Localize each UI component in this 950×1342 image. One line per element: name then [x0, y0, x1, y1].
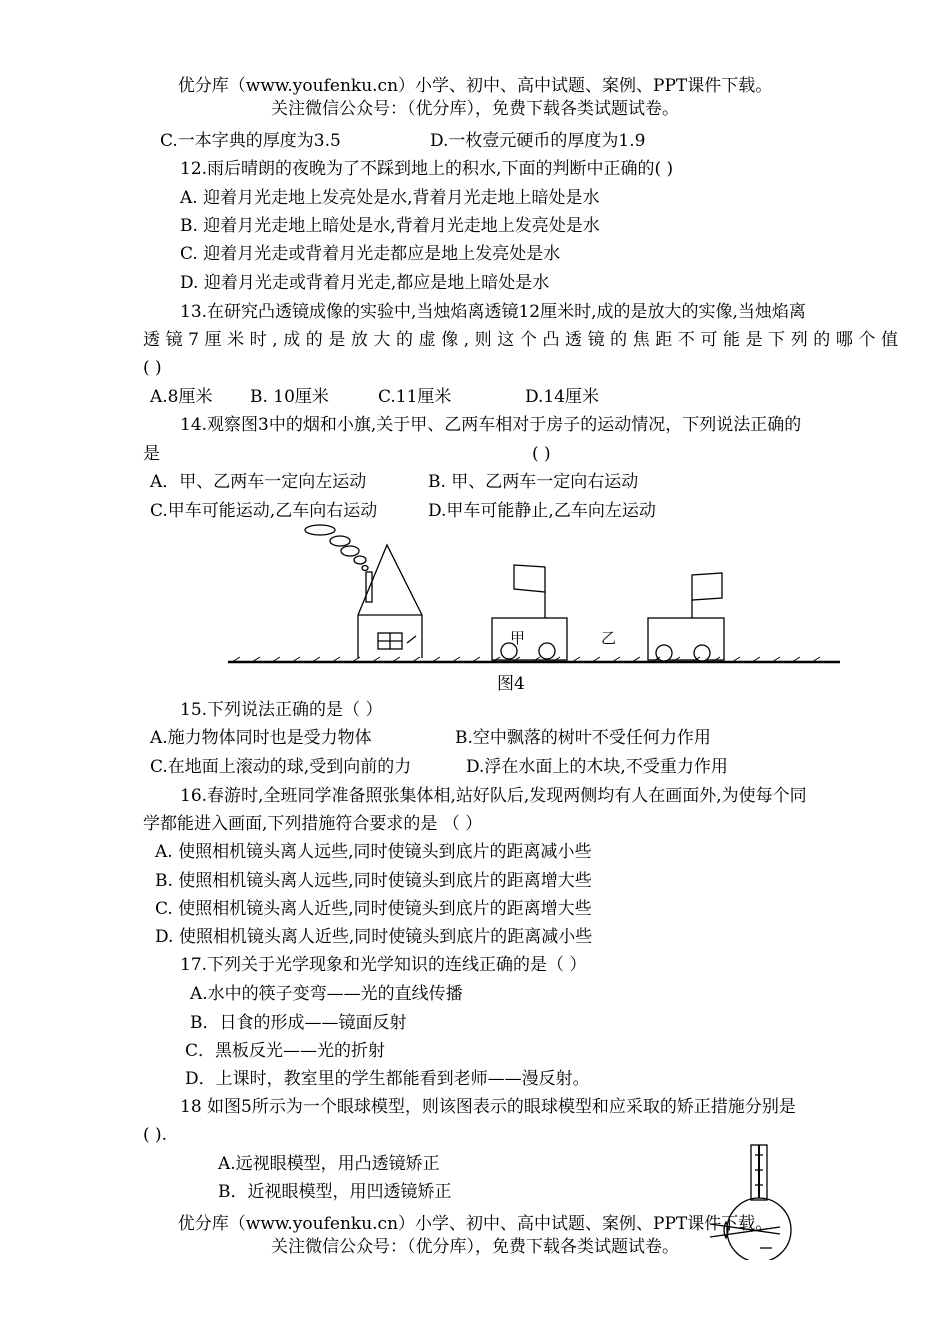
q17-option-c: C．黑板反光——光的折射 — [185, 1041, 386, 1061]
q17-stem: 17.下列关于光学现象和光学知识的连线正确的是（ ） — [180, 955, 587, 975]
smoke-puff — [341, 546, 359, 556]
q18-stem-line-1: 18 如图5所示为一个眼球模型，则该图表示的眼球模型和应采取的矫正措施分别是 — [180, 1097, 796, 1117]
house-icon — [358, 545, 422, 658]
q15-option-c: C.在地面上滚动的球,受到向前的力 — [150, 757, 412, 777]
q12-option-c: C. 迎着月光走或背着月光走都应是地上发亮处是水 — [180, 244, 561, 264]
car-yi-icon — [648, 573, 724, 661]
q14-answer-paren: ( ) — [532, 444, 551, 464]
q14-stem-line-2: 是 — [143, 444, 160, 464]
q11-option-d: D.一枚壹元硬币的厚度为1.9 — [430, 131, 646, 151]
q14-option-b: B. 甲、乙两车一定向右运动 — [428, 472, 639, 492]
smoke-puff — [362, 566, 368, 571]
smoke-puff — [330, 536, 350, 546]
q13-stem-line-1: 13.在研究凸透镜成像的实验中,当烛焰离透镜12厘米时,成的是放大的实像,当烛焰离 — [180, 302, 806, 322]
q14-option-a: A．甲、乙两车一定向左运动 — [150, 472, 367, 492]
q14-option-c: C.甲车可能运动,乙车向右运动 — [150, 501, 378, 521]
q16-stem-line-1: 16.春游时,全班同学准备照张集体相,站好队后,发现两侧均有人在画面外,为使每个同 — [180, 786, 807, 806]
car-jia-icon — [492, 565, 567, 660]
q13-option-d: D.14厘米 — [525, 387, 600, 407]
q15-option-a: A.施力物体同时也是受力物体 — [150, 728, 372, 748]
q16-option-a: A. 使照相机镜头离人远些,同时使镜头到底片的距离减小些 — [155, 842, 592, 862]
header-line-2: 关注微信公众号：（优分库），免费下载各类试题试卷。 — [271, 99, 679, 119]
q15-stem: 15.下列说法正确的是（ ） — [180, 700, 383, 720]
q13-option-b: B. 10厘米 — [250, 387, 329, 407]
q17-option-d: D．上课时，教室里的学生都能看到老师——漫反射。 — [185, 1069, 590, 1089]
figure-4-caption: 图4 — [497, 674, 525, 694]
q18-option-a: A.远视眼模型，用凸透镜矫正 — [218, 1154, 440, 1174]
footer-line-1: 优分库（www.youfenku.cn）小学、初中、高中试题、案例、PPT课件下载。 — [177, 1214, 773, 1234]
q13-stem-line-3: ( ) — [143, 358, 162, 378]
q12-option-b: B. 迎着月光走地上暗处是水,背着月光走地上发亮处是水 — [180, 216, 600, 236]
header-line-1: 优分库（www.youfenku.cn）小学、初中、高中试题、案例、PPT课件下载。 — [177, 76, 773, 96]
q15-option-b: B.空中飘落的树叶不受任何力作用 — [455, 728, 711, 748]
q15-option-d: D.浮在水面上的木块,不受重力作用 — [466, 757, 728, 777]
q14-option-d: D.甲车可能静止,乙车向左运动 — [428, 501, 656, 521]
q13-option-c: C.11厘米 — [378, 387, 452, 407]
footer-line-2: 关注微信公众号：（优分库），免费下载各类试题试卷。 — [271, 1237, 679, 1257]
q16-option-b: B. 使照相机镜头离人远些,同时使镜头到底片的距离增大些 — [155, 871, 592, 891]
q12-option-a: A. 迎着月光走地上发亮处是水,背着月光走地上暗处是水 — [180, 188, 600, 208]
q13-option-a: A.8厘米 — [150, 387, 213, 407]
q16-option-c: C. 使照相机镜头离人近些,同时使镜头到底片的距离增大些 — [155, 899, 592, 919]
figure-label-jia: 甲 — [510, 629, 526, 647]
q17-option-a: A.水中的筷子变弯——光的直线传播 — [190, 984, 463, 1004]
smoke-puff — [354, 556, 366, 564]
q18-stem-line-2: ( ). — [143, 1125, 168, 1145]
q17-option-b: B．日食的形成——镜面反射 — [190, 1013, 407, 1033]
q12-stem: 12.雨后晴朗的夜晚为了不踩到地上的积水,下面的判断中正确的( ) — [180, 159, 674, 179]
q14-stem-line-1: 14.观察图3中的烟和小旗,关于甲、乙两车相对于房子的运动情况，下列说法正确的 — [180, 415, 802, 435]
figure-4-illustration — [0, 520, 950, 670]
q18-option-b: B．近视眼模型，用凹透镜矫正 — [218, 1182, 452, 1202]
q16-option-d: D. 使照相机镜头离人近些,同时使镜头到底片的距离减小些 — [155, 927, 593, 947]
figure-label-yi: 乙 — [601, 629, 617, 647]
q16-stem-line-2: 学都能进入画面,下列措施符合要求的是 （ ） — [143, 814, 483, 834]
q13-stem-line-2: 透镜7厘米时,成的是放大的虚像,则这个凸透镜的焦距不可能是下列的哪个值 — [143, 330, 898, 350]
q11-option-c: C.一本字典的厚度为3.5 — [160, 131, 341, 151]
smoke-puff — [305, 525, 335, 535]
q12-option-d: D. 迎着月光走或背着月光走,都应是地上暗处是水 — [180, 273, 550, 293]
